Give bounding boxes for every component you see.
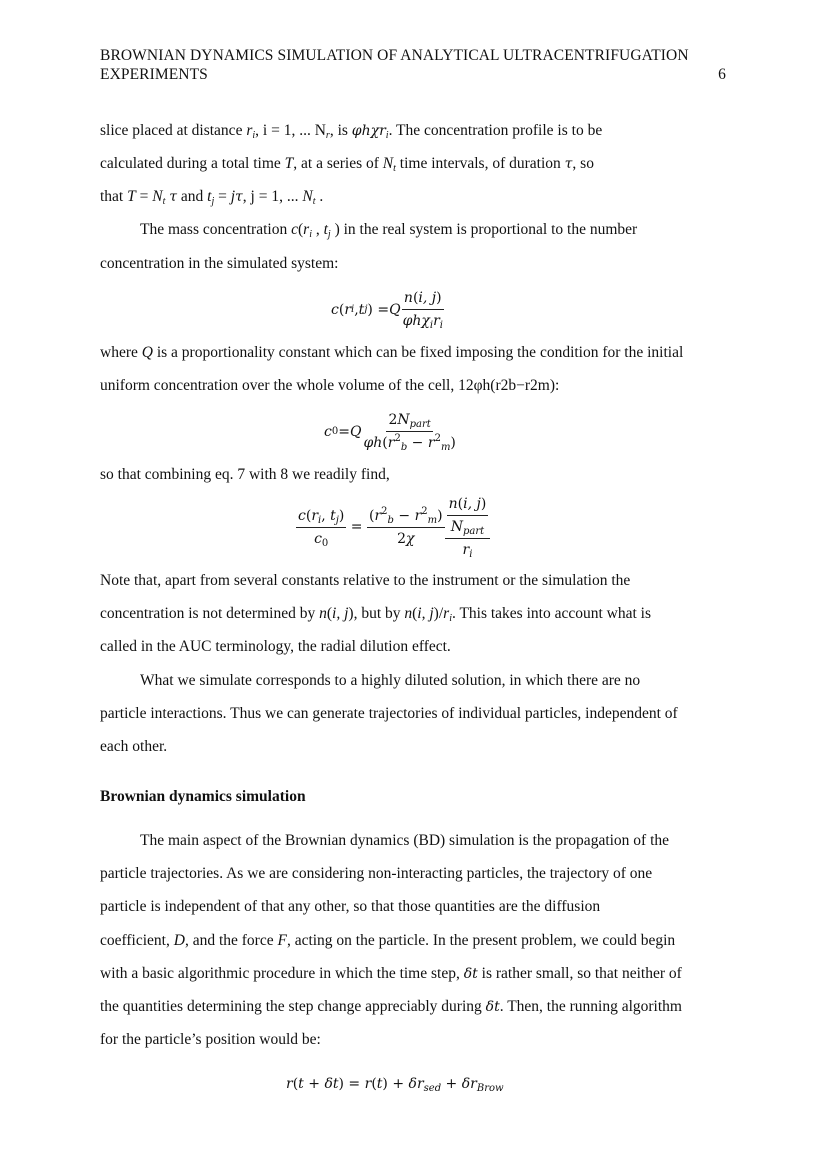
page-number: 6	[718, 66, 726, 83]
equation-normalized-concentration: $\frac{c(r_i, t_j)}{c_0}$ = $\frac{(r^2_b - r^2_m)}{2\chi}$ $\frac{\frac{n(i, j)}{N_{part}}}{r_i}$	[296, 495, 490, 559]
equation-position-update: $r(t + \delta t) = r(t) + \delta r_{sed} + \delta r_{Brow}$	[286, 1076, 504, 1094]
equation-initial-concentration: c 0 = Q $\frac{2N_{part}}{\varphi h(r^2_b - r^2_m)}$	[324, 412, 456, 453]
equation-concentration: c ( r i , t j ) = Q $\frac{n(i, j)}{\varphi h\chi_ir_i}$	[331, 290, 443, 331]
body-line: coefficient, D, and the force F, acting on the particle. In the present problem, we could begin	[100, 932, 676, 949]
body-line: The main aspect of the Brownian dynamics (BD) simulation is the propagation of the	[140, 832, 670, 849]
body-line: concentration in the simulated system:	[100, 255, 339, 272]
body-line: Note that, apart from several constants relative to the instrument or the simulation the	[100, 572, 631, 589]
body-line: each other.	[100, 738, 168, 755]
body-line: calculated during a total time T, at a series of $N_t$ time intervals, of duration τ, so	[100, 155, 594, 174]
body-line: for the particle’s position would be:	[100, 1031, 321, 1048]
body-line: concentration is not determined by n(i, j), but by n(i, $j)/r_i$. This takes into account what is	[100, 605, 651, 624]
body-line: particle interactions. Thus we can generate trajectories of individual particles, independent of	[100, 705, 678, 722]
body-line: so that combining eq. 7 with 8 we readily find,	[100, 466, 390, 483]
body-line: called in the AUC terminology, the radial dilution effect.	[100, 638, 451, 655]
body-line: with a basic algorithmic procedure in which the time step, δt is rather small, so that neither of	[100, 965, 682, 982]
running-header-line1: BROWNIAN DYNAMICS SIMULATION OF ANALYTICAL ULTRACENTRIFUGATION	[100, 47, 689, 64]
section-heading: Brownian dynamics simulation	[100, 788, 306, 805]
running-header-title-cont: EXPERIMENTS	[100, 66, 208, 83]
body-line: The mass concentration $c(r_i$ , $t_j$ ) in the real system is proportional to the number	[140, 221, 638, 240]
body-line: particle trajectories. As we are considering non-interacting particles, the trajectory of one	[100, 865, 653, 882]
body-line: What we simulate corresponds to a highly diluted solution, in which there are no	[140, 672, 641, 689]
body-line: uniform concentration over the whole volume of the cell, 12φh(r2b−r2m):	[100, 377, 560, 394]
body-line: that $T = N_t$ τ and $t_j = j\tau$, j = 1, ... $N_t$ .	[100, 188, 324, 207]
body-line: the quantities determining the step change appreciably during δt. Then, the running algorithm	[100, 998, 682, 1015]
running-header-line2	[100, 65, 726, 84]
body-line: where Q is a proportionality constant which can be fixed imposing the condition for the initial	[100, 344, 684, 361]
body-line: slice placed at distance $r_i$, i = 1, ... $N_r$, is φhχr$_i$. The concentration profile is to be	[100, 122, 603, 141]
body-line: particle is independent of that any other, so that those quantities are the diffusion	[100, 898, 601, 915]
